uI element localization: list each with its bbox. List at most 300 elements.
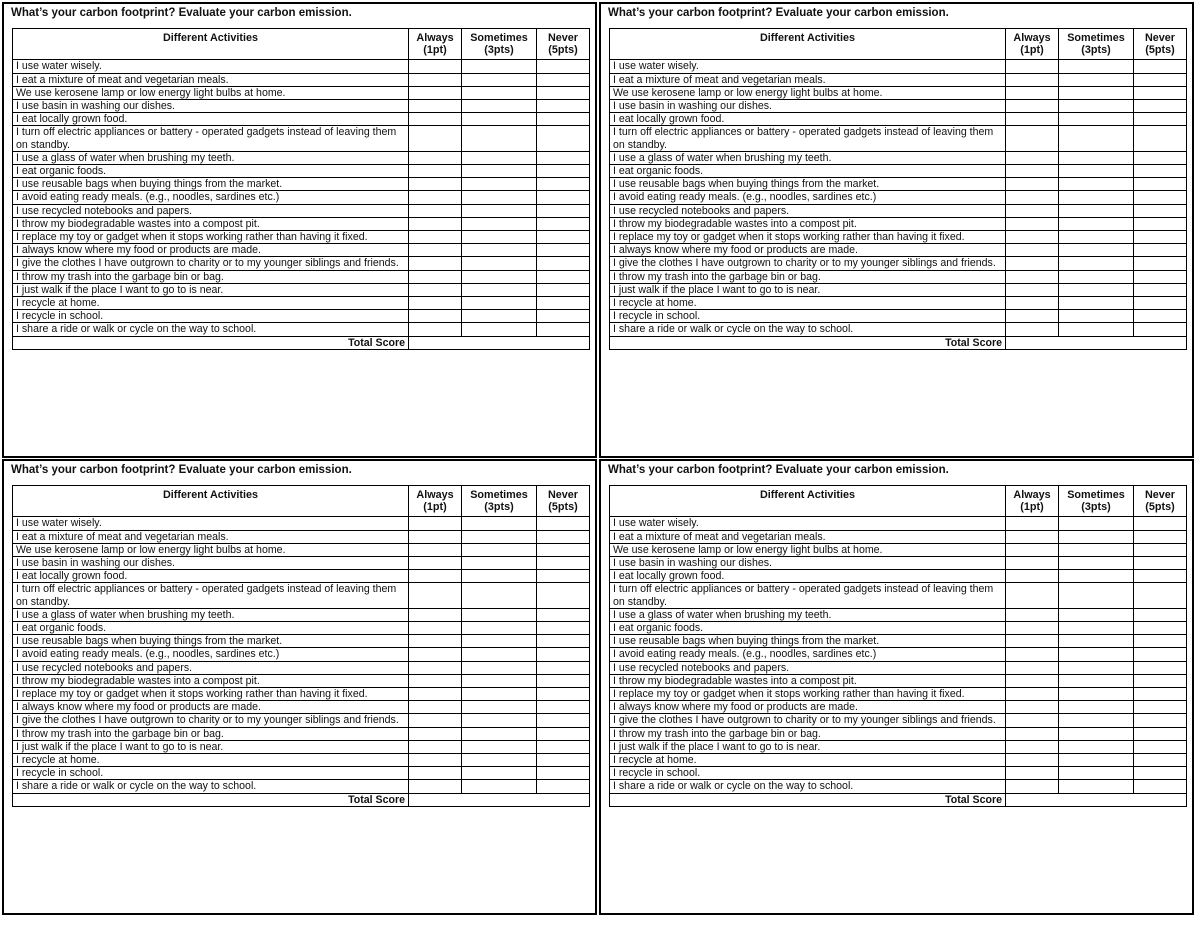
sometimes-checkbox-cell[interactable] (1059, 517, 1134, 530)
sometimes-checkbox-cell[interactable] (462, 231, 537, 244)
activity-label: I use basin in washing our dishes. (13, 100, 409, 113)
always-checkbox-cell[interactable] (409, 100, 462, 113)
always-checkbox-cell[interactable] (409, 244, 462, 257)
sometimes-checkbox-cell[interactable] (462, 583, 537, 608)
always-checkbox-cell[interactable] (1006, 648, 1059, 661)
never-checkbox-cell[interactable] (537, 688, 590, 701)
never-checkbox-cell[interactable] (537, 297, 590, 310)
table-row (610, 754, 1187, 767)
always-checkbox-cell[interactable] (409, 530, 462, 543)
always-checkbox-cell[interactable] (409, 151, 462, 164)
never-checkbox-cell[interactable] (537, 204, 590, 217)
always-checkbox-cell[interactable] (1006, 151, 1059, 164)
always-checkbox-cell[interactable] (1006, 217, 1059, 230)
activities-table (12, 28, 590, 350)
total-score-input[interactable] (409, 336, 590, 349)
sometimes-checkbox-cell[interactable] (1059, 714, 1134, 727)
sometimes-column-header: Sometimes (3pts) (462, 29, 537, 60)
carbon-footprint-panel (2, 2, 597, 458)
always-checkbox-cell[interactable] (409, 714, 462, 727)
sometimes-checkbox-cell[interactable] (462, 608, 537, 621)
always-checkbox-cell[interactable] (1006, 740, 1059, 753)
always-checkbox-cell[interactable] (409, 310, 462, 323)
sometimes-checkbox-cell[interactable] (462, 60, 537, 73)
always-checkbox-cell[interactable] (1006, 73, 1059, 86)
always-checkbox-cell[interactable] (1006, 283, 1059, 296)
always-checkbox-cell[interactable] (1006, 191, 1059, 204)
never-checkbox-cell[interactable] (537, 191, 590, 204)
always-checkbox-cell[interactable] (1006, 701, 1059, 714)
never-checkbox-cell[interactable] (1134, 100, 1187, 113)
panel-title: What’s your carbon footprint? Evaluate your carbon emission. (11, 464, 352, 476)
always-checkbox-cell[interactable] (409, 767, 462, 780)
table-row (13, 323, 590, 336)
activity-label: I eat locally grown food. (13, 113, 409, 126)
never-checkbox-cell[interactable] (1134, 674, 1187, 687)
never-column-header: Never (5pts) (537, 29, 590, 60)
sometimes-checkbox-cell[interactable] (462, 257, 537, 270)
sometimes-checkbox-cell[interactable] (1059, 622, 1134, 635)
always-checkbox-cell[interactable] (409, 73, 462, 86)
table-row (13, 231, 590, 244)
sometimes-checkbox-cell[interactable] (462, 297, 537, 310)
sometimes-checkbox-cell[interactable] (1059, 270, 1134, 283)
sometimes-checkbox-cell[interactable] (1059, 73, 1134, 86)
never-checkbox-cell[interactable] (1134, 648, 1187, 661)
sometimes-checkbox-cell[interactable] (462, 217, 537, 230)
always-checkbox-cell[interactable] (409, 113, 462, 126)
never-checkbox-cell[interactable] (537, 543, 590, 556)
sometimes-checkbox-cell[interactable] (1059, 740, 1134, 753)
always-checkbox-cell[interactable] (1006, 674, 1059, 687)
sometimes-checkbox-cell[interactable] (462, 113, 537, 126)
sometimes-checkbox-cell[interactable] (462, 73, 537, 86)
activity-label: I use a glass of water when brushing my teeth. (13, 151, 409, 164)
sometimes-checkbox-cell[interactable] (462, 100, 537, 113)
sometimes-checkbox-cell[interactable] (462, 178, 537, 191)
activity-label: I eat locally grown food. (610, 570, 1006, 583)
table-row (610, 100, 1187, 113)
always-checkbox-cell[interactable] (1006, 517, 1059, 530)
never-checkbox-cell[interactable] (537, 178, 590, 191)
always-checkbox-cell[interactable] (1006, 113, 1059, 126)
always-checkbox-cell[interactable] (409, 570, 462, 583)
never-checkbox-cell[interactable] (537, 283, 590, 296)
sometimes-checkbox-cell[interactable] (1059, 178, 1134, 191)
total-row (13, 793, 590, 806)
always-checkbox-cell[interactable] (1006, 754, 1059, 767)
always-checkbox-cell[interactable] (409, 217, 462, 230)
activity-label: I recycle in school. (610, 310, 1006, 323)
always-checkbox-cell[interactable] (409, 86, 462, 99)
sometimes-checkbox-cell[interactable] (462, 635, 537, 648)
sometimes-checkbox-cell[interactable] (1059, 570, 1134, 583)
always-checkbox-cell[interactable] (1006, 530, 1059, 543)
total-score-input[interactable] (1006, 336, 1187, 349)
activity-label: I throw my trash into the garbage bin or bag. (13, 727, 409, 740)
never-checkbox-cell[interactable] (537, 244, 590, 257)
never-checkbox-cell[interactable] (537, 570, 590, 583)
sometimes-checkbox-cell[interactable] (1059, 86, 1134, 99)
never-checkbox-cell[interactable] (1134, 204, 1187, 217)
activity-label: I throw my biodegradable wastes into a compost pit. (610, 674, 1006, 687)
activity-label: I throw my trash into the garbage bin or bag. (13, 270, 409, 283)
sometimes-checkbox-cell[interactable] (1059, 727, 1134, 740)
sometimes-checkbox-cell[interactable] (1059, 283, 1134, 296)
never-checkbox-cell[interactable] (1134, 191, 1187, 204)
always-checkbox-cell[interactable] (1006, 297, 1059, 310)
sometimes-checkbox-cell[interactable] (1059, 310, 1134, 323)
sometimes-checkbox-cell[interactable] (1059, 165, 1134, 178)
never-checkbox-cell[interactable] (1134, 73, 1187, 86)
activity-label: I turn off electric appliances or battery - operated gadgets instead of leaving them on standby. (610, 126, 1006, 151)
always-checkbox-cell[interactable] (409, 126, 462, 151)
total-score-label: Total Score (13, 793, 409, 806)
never-checkbox-cell[interactable] (1134, 310, 1187, 323)
activity-label: I give the clothes I have outgrown to charity or to my younger siblings and friends. (13, 714, 409, 727)
sometimes-checkbox-cell[interactable] (462, 126, 537, 151)
never-checkbox-cell[interactable] (1134, 257, 1187, 270)
always-checkbox-cell[interactable] (409, 178, 462, 191)
always-checkbox-cell[interactable] (1006, 780, 1059, 793)
always-checkbox-cell[interactable] (409, 323, 462, 336)
sometimes-checkbox-cell[interactable] (1059, 151, 1134, 164)
sometimes-checkbox-cell[interactable] (462, 570, 537, 583)
never-checkbox-cell[interactable] (1134, 517, 1187, 530)
table-row (610, 622, 1187, 635)
always-checkbox-cell[interactable] (1006, 244, 1059, 257)
never-checkbox-cell[interactable] (1134, 283, 1187, 296)
total-score-input[interactable] (1006, 793, 1187, 806)
always-checkbox-cell[interactable] (409, 727, 462, 740)
always-checkbox-cell[interactable] (409, 204, 462, 217)
always-checkbox-cell[interactable] (409, 635, 462, 648)
always-checkbox-cell[interactable] (1006, 165, 1059, 178)
always-checkbox-cell[interactable] (1006, 661, 1059, 674)
activity-label: I always know where my food or products are made. (610, 244, 1006, 257)
sometimes-checkbox-cell[interactable] (462, 244, 537, 257)
panel-title: What’s your carbon footprint? Evaluate your carbon emission. (608, 7, 949, 19)
never-checkbox-cell[interactable] (1134, 231, 1187, 244)
table-row (13, 674, 590, 687)
always-checkbox-cell[interactable] (1006, 178, 1059, 191)
never-checkbox-cell[interactable] (537, 714, 590, 727)
always-checkbox-cell[interactable] (1006, 543, 1059, 556)
never-checkbox-cell[interactable] (537, 60, 590, 73)
table-row (13, 151, 590, 164)
always-checkbox-cell[interactable] (409, 661, 462, 674)
never-checkbox-cell[interactable] (537, 113, 590, 126)
sometimes-checkbox-cell[interactable] (462, 323, 537, 336)
sometimes-checkbox-cell[interactable] (462, 151, 537, 164)
sometimes-checkbox-cell[interactable] (1059, 60, 1134, 73)
always-checkbox-cell[interactable] (1006, 557, 1059, 570)
always-checkbox-cell[interactable] (409, 701, 462, 714)
always-checkbox-cell[interactable] (409, 622, 462, 635)
always-checkbox-cell[interactable] (1006, 727, 1059, 740)
activity-label: I recycle in school. (13, 767, 409, 780)
always-checkbox-cell[interactable] (1006, 323, 1059, 336)
sometimes-checkbox-cell[interactable] (462, 661, 537, 674)
never-checkbox-cell[interactable] (537, 635, 590, 648)
always-checkbox-cell[interactable] (409, 257, 462, 270)
never-checkbox-cell[interactable] (537, 86, 590, 99)
never-checkbox-cell[interactable] (1134, 701, 1187, 714)
always-checkbox-cell[interactable] (409, 60, 462, 73)
sometimes-checkbox-cell[interactable] (462, 701, 537, 714)
never-checkbox-cell[interactable] (537, 217, 590, 230)
never-checkbox-cell[interactable] (537, 151, 590, 164)
total-score-label: Total Score (610, 336, 1006, 349)
never-checkbox-cell[interactable] (1134, 126, 1187, 151)
never-checkbox-cell[interactable] (1134, 688, 1187, 701)
always-checkbox-cell[interactable] (1006, 310, 1059, 323)
sometimes-checkbox-cell[interactable] (462, 754, 537, 767)
always-checkbox-cell[interactable] (409, 283, 462, 296)
sometimes-checkbox-cell[interactable] (462, 688, 537, 701)
never-checkbox-cell[interactable] (1134, 754, 1187, 767)
always-checkbox-cell[interactable] (409, 517, 462, 530)
activity-label: I always know where my food or products are made. (610, 701, 1006, 714)
always-checkbox-cell[interactable] (409, 583, 462, 608)
never-checkbox-cell[interactable] (537, 517, 590, 530)
sometimes-checkbox-cell[interactable] (1059, 583, 1134, 608)
total-row (13, 336, 590, 349)
always-checkbox-cell[interactable] (1006, 570, 1059, 583)
always-checkbox-cell[interactable] (1006, 767, 1059, 780)
activity-label: I share a ride or walk or cycle on the way to school. (13, 323, 409, 336)
always-checkbox-cell[interactable] (409, 543, 462, 556)
never-checkbox-cell[interactable] (1134, 244, 1187, 257)
never-checkbox-cell[interactable] (1134, 570, 1187, 583)
sometimes-checkbox-cell[interactable] (1059, 754, 1134, 767)
activity-label: I avoid eating ready meals. (e.g., noodles, sardines etc.) (610, 648, 1006, 661)
always-checkbox-cell[interactable] (1006, 204, 1059, 217)
always-checkbox-cell[interactable] (409, 270, 462, 283)
sometimes-checkbox-cell[interactable] (1059, 323, 1134, 336)
sometimes-checkbox-cell[interactable] (1059, 244, 1134, 257)
sometimes-checkbox-cell[interactable] (1059, 767, 1134, 780)
activity-column-header: Different Activities (13, 29, 409, 60)
sometimes-checkbox-cell[interactable] (462, 780, 537, 793)
never-checkbox-cell[interactable] (1134, 543, 1187, 556)
activity-label: I share a ride or walk or cycle on the way to school. (610, 323, 1006, 336)
never-checkbox-cell[interactable] (1134, 661, 1187, 674)
activity-label: I use water wisely. (610, 60, 1006, 73)
never-checkbox-cell[interactable] (537, 231, 590, 244)
sometimes-checkbox-cell[interactable] (462, 714, 537, 727)
always-checkbox-cell[interactable] (1006, 126, 1059, 151)
activity-label: I avoid eating ready meals. (e.g., noodles, sardines etc.) (13, 191, 409, 204)
never-checkbox-cell[interactable] (1134, 113, 1187, 126)
always-column-header: Always (1pt) (409, 29, 462, 60)
never-checkbox-cell[interactable] (537, 126, 590, 151)
sometimes-checkbox-cell[interactable] (1059, 635, 1134, 648)
never-checkbox-cell[interactable] (1134, 727, 1187, 740)
sometimes-checkbox-cell[interactable] (462, 674, 537, 687)
never-checkbox-cell[interactable] (537, 727, 590, 740)
never-checkbox-cell[interactable] (1134, 270, 1187, 283)
always-checkbox-cell[interactable] (1006, 622, 1059, 635)
sometimes-checkbox-cell[interactable] (462, 727, 537, 740)
always-checkbox-cell[interactable] (409, 740, 462, 753)
sometimes-checkbox-cell[interactable] (1059, 674, 1134, 687)
never-checkbox-cell[interactable] (537, 257, 590, 270)
always-checkbox-cell[interactable] (1006, 86, 1059, 99)
sometimes-checkbox-cell[interactable] (1059, 608, 1134, 621)
never-checkbox-cell[interactable] (537, 701, 590, 714)
sometimes-checkbox-cell[interactable] (462, 530, 537, 543)
never-checkbox-cell[interactable] (1134, 323, 1187, 336)
sometimes-checkbox-cell[interactable] (462, 270, 537, 283)
table-row (13, 126, 590, 151)
never-checkbox-cell[interactable] (537, 165, 590, 178)
never-checkbox-cell[interactable] (1134, 557, 1187, 570)
never-checkbox-cell[interactable] (1134, 583, 1187, 608)
never-checkbox-cell[interactable] (1134, 86, 1187, 99)
always-checkbox-cell[interactable] (1006, 270, 1059, 283)
sometimes-checkbox-cell[interactable] (1059, 297, 1134, 310)
sometimes-checkbox-cell[interactable] (462, 165, 537, 178)
sometimes-checkbox-cell[interactable] (1059, 231, 1134, 244)
always-checkbox-cell[interactable] (1006, 583, 1059, 608)
sometimes-checkbox-cell[interactable] (1059, 648, 1134, 661)
never-checkbox-cell[interactable] (537, 767, 590, 780)
sometimes-checkbox-cell[interactable] (462, 517, 537, 530)
always-checkbox-cell[interactable] (409, 557, 462, 570)
always-checkbox-cell[interactable] (1006, 688, 1059, 701)
never-checkbox-cell[interactable] (537, 583, 590, 608)
sometimes-checkbox-cell[interactable] (462, 310, 537, 323)
never-checkbox-cell[interactable] (537, 648, 590, 661)
sometimes-checkbox-cell[interactable] (1059, 701, 1134, 714)
sometimes-checkbox-cell[interactable] (1059, 100, 1134, 113)
never-checkbox-cell[interactable] (1134, 60, 1187, 73)
never-checkbox-cell[interactable] (537, 622, 590, 635)
sometimes-checkbox-cell[interactable] (1059, 191, 1134, 204)
always-checkbox-cell[interactable] (409, 297, 462, 310)
sometimes-checkbox-cell[interactable] (462, 557, 537, 570)
sometimes-checkbox-cell[interactable] (1059, 113, 1134, 126)
sometimes-checkbox-cell[interactable] (462, 191, 537, 204)
never-checkbox-cell[interactable] (537, 270, 590, 283)
sometimes-checkbox-cell[interactable] (462, 283, 537, 296)
sometimes-checkbox-cell[interactable] (462, 622, 537, 635)
always-checkbox-cell[interactable] (1006, 635, 1059, 648)
carbon-footprint-panel (2, 459, 597, 915)
never-checkbox-cell[interactable] (1134, 740, 1187, 753)
activity-label: We use kerosene lamp or low energy light bulbs at home. (610, 543, 1006, 556)
sometimes-checkbox-cell[interactable] (462, 543, 537, 556)
always-checkbox-cell[interactable] (409, 674, 462, 687)
never-checkbox-cell[interactable] (537, 323, 590, 336)
sometimes-checkbox-cell[interactable] (462, 767, 537, 780)
never-checkbox-cell[interactable] (537, 557, 590, 570)
sometimes-checkbox-cell[interactable] (462, 204, 537, 217)
sometimes-checkbox-cell[interactable] (1059, 543, 1134, 556)
always-checkbox-cell[interactable] (1006, 231, 1059, 244)
never-checkbox-cell[interactable] (537, 530, 590, 543)
total-score-label: Total Score (13, 336, 409, 349)
never-checkbox-cell[interactable] (1134, 178, 1187, 191)
never-checkbox-cell[interactable] (537, 780, 590, 793)
table-row (610, 701, 1187, 714)
activity-label: I recycle at home. (13, 297, 409, 310)
always-checkbox-cell[interactable] (409, 608, 462, 621)
never-checkbox-cell[interactable] (537, 674, 590, 687)
total-score-input[interactable] (409, 793, 590, 806)
always-checkbox-cell[interactable] (409, 191, 462, 204)
never-checkbox-cell[interactable] (1134, 530, 1187, 543)
never-checkbox-cell[interactable] (1134, 297, 1187, 310)
sometimes-checkbox-cell[interactable] (1059, 217, 1134, 230)
sometimes-checkbox-cell[interactable] (1059, 530, 1134, 543)
table-row (13, 688, 590, 701)
sometimes-checkbox-cell[interactable] (1059, 661, 1134, 674)
never-checkbox-cell[interactable] (1134, 635, 1187, 648)
never-checkbox-cell[interactable] (537, 73, 590, 86)
always-checkbox-cell[interactable] (409, 754, 462, 767)
never-checkbox-cell[interactable] (1134, 608, 1187, 621)
sometimes-checkbox-cell[interactable] (1059, 204, 1134, 217)
never-checkbox-cell[interactable] (1134, 151, 1187, 164)
always-checkbox-cell[interactable] (1006, 714, 1059, 727)
never-checkbox-cell[interactable] (1134, 767, 1187, 780)
sometimes-column-header: Sometimes (3pts) (462, 486, 537, 517)
always-checkbox-cell[interactable] (1006, 608, 1059, 621)
never-checkbox-cell[interactable] (1134, 714, 1187, 727)
always-checkbox-cell[interactable] (409, 648, 462, 661)
table-row (13, 310, 590, 323)
sometimes-checkbox-cell[interactable] (462, 648, 537, 661)
always-checkbox-cell[interactable] (409, 165, 462, 178)
sometimes-checkbox-cell[interactable] (462, 740, 537, 753)
sometimes-checkbox-cell[interactable] (462, 86, 537, 99)
activity-label: I eat organic foods. (13, 622, 409, 635)
sometimes-checkbox-cell[interactable] (1059, 557, 1134, 570)
table-row (610, 86, 1187, 99)
always-checkbox-cell[interactable] (1006, 100, 1059, 113)
always-checkbox-cell[interactable] (409, 231, 462, 244)
activity-column-header: Different Activities (13, 486, 409, 517)
header-row (610, 486, 1187, 517)
never-checkbox-cell[interactable] (537, 100, 590, 113)
never-checkbox-cell[interactable] (537, 661, 590, 674)
never-checkbox-cell[interactable] (537, 608, 590, 621)
activity-label: We use kerosene lamp or low energy light bulbs at home. (13, 86, 409, 99)
never-checkbox-cell[interactable] (537, 740, 590, 753)
always-checkbox-cell[interactable] (1006, 60, 1059, 73)
table-row (610, 635, 1187, 648)
never-checkbox-cell[interactable] (537, 310, 590, 323)
table-row (13, 204, 590, 217)
table-row (13, 530, 590, 543)
never-checkbox-cell[interactable] (537, 754, 590, 767)
never-checkbox-cell[interactable] (1134, 165, 1187, 178)
always-checkbox-cell[interactable] (409, 780, 462, 793)
never-checkbox-cell[interactable] (1134, 217, 1187, 230)
always-checkbox-cell[interactable] (1006, 257, 1059, 270)
activity-label: I eat locally grown food. (13, 570, 409, 583)
sometimes-checkbox-cell[interactable] (1059, 126, 1134, 151)
sometimes-checkbox-cell[interactable] (1059, 780, 1134, 793)
table-row (13, 257, 590, 270)
sometimes-checkbox-cell[interactable] (1059, 257, 1134, 270)
always-checkbox-cell[interactable] (409, 688, 462, 701)
never-checkbox-cell[interactable] (1134, 622, 1187, 635)
sometimes-checkbox-cell[interactable] (1059, 688, 1134, 701)
never-checkbox-cell[interactable] (1134, 780, 1187, 793)
